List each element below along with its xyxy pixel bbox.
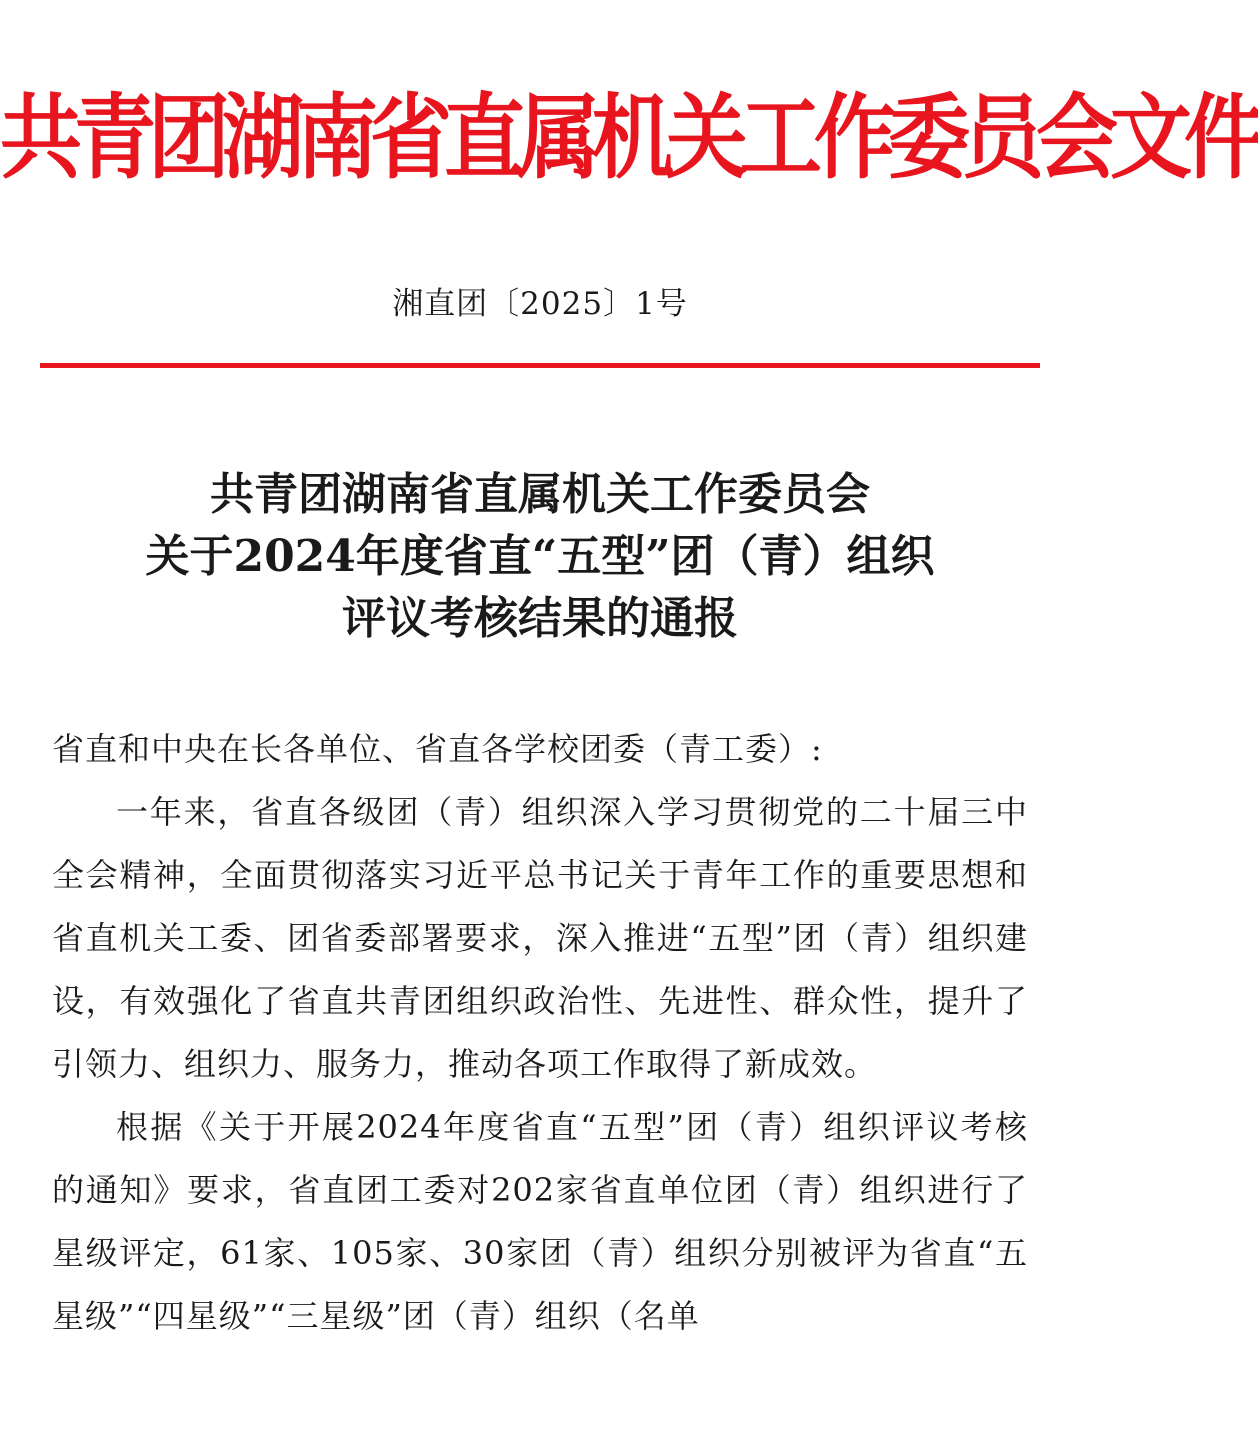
document-body	[52, 718, 1028, 1348]
body-paragraph-1: 一年来，省直各级团（青）组织深入学习贯彻党的二十届三中全会精神，全面贯彻落实习近平总书记关于青年工作的重要思想和省直机关工委、团省委部署要求，深入推进“五型”团（青）组织建设，有效强化了省直共青团组织政治性、先进性、群众性，提升了引领力、组织力、服务力，推动各项工作取得了新成效。	[52, 793, 1028, 1083]
document-number: 湘直团〔2025〕1号	[392, 286, 688, 322]
title-line-2: 关于2024年度省直“五型”团（青）组织	[145, 531, 935, 582]
red-divider-line	[40, 363, 1040, 368]
title-line-3: 评议考核结果的通报	[342, 593, 738, 644]
title-line-1: 共青团湖南省直属机关工作委员会	[210, 469, 870, 520]
salutation: 省直和中央在长各单位、省直各学校团委（青工委）:	[52, 730, 823, 768]
document-title	[0, 464, 1080, 650]
document-masthead: 共青团湖南省直属机关工作委员会文件	[0, 85, 1258, 192]
body-paragraph-2: 根据《关于开展2024年度省直“五型”团（青）组织评议考核的通知》要求，省直团工委对202家省直单位团（青）组织进行了星级评定，61家、105家、30家团（青）组织分别被评为省直“五星级”“四星级”“三星级”团（青）组织（名单	[52, 1108, 1028, 1335]
